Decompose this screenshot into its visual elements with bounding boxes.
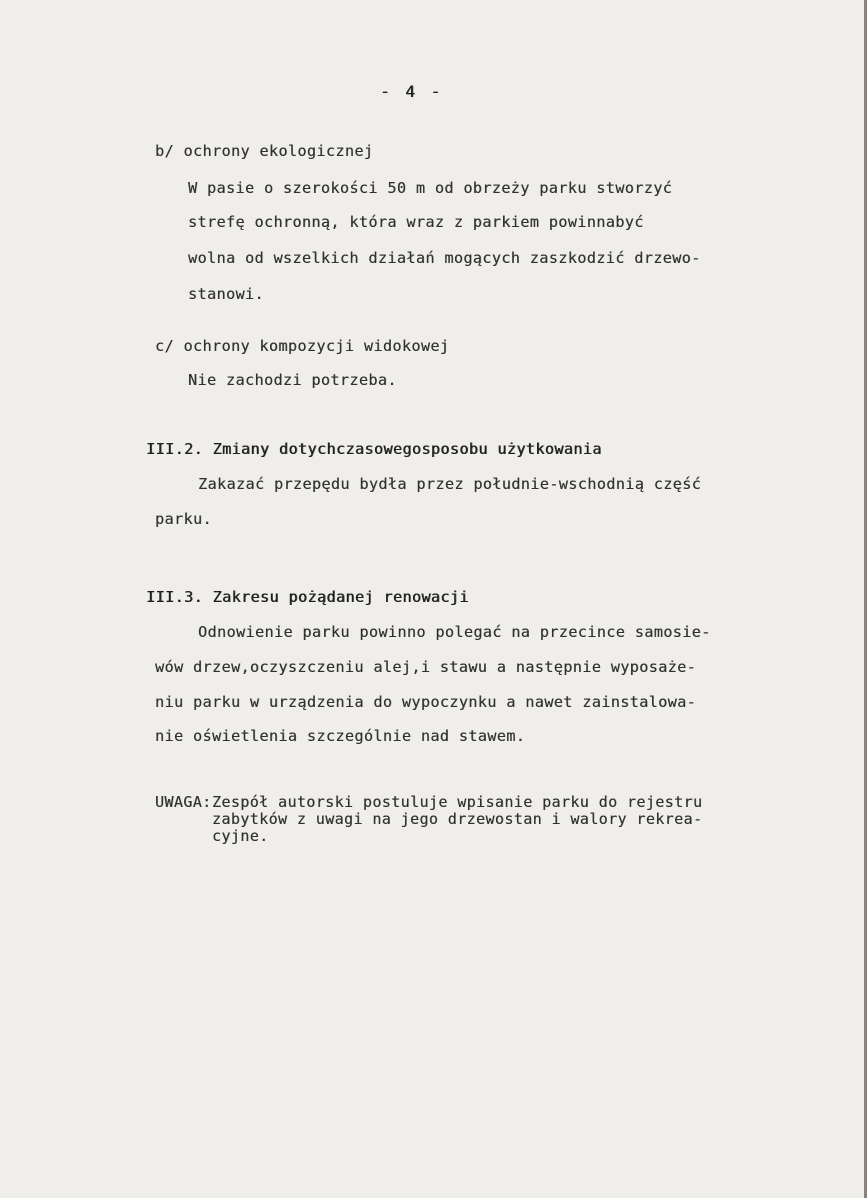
section-iii3-heading: III.3. Zakresu pożądanej renowacji (146, 588, 469, 606)
section-iii2-heading: III.2. Zmiany dotychczasowegosposobu użytkowania (146, 440, 602, 458)
section-b-line-3: wolna od wszelkich działań mogących zaszkodzić drzewo- (188, 249, 701, 267)
page-number: - 4 - (380, 82, 444, 101)
note-line-2: zabytków z uwagi na jego drzewostan i walory rekrea- (212, 810, 703, 828)
section-b-line-2: strefę ochronną, która wraz z parkiem powinnabyć (188, 213, 644, 231)
section-iii3-line-2: wów drzew,oczyszczeniu alej,i stawu a następnie wyposaże- (155, 658, 697, 676)
note-label: UWAGA: (155, 793, 212, 811)
section-iii3-line-1: Odnowienie parku powinno polegać na przecince samosie- (198, 623, 711, 641)
section-b-heading: b/ ochrony ekologicznej (155, 142, 374, 160)
note-line-3: cyjne. (212, 827, 269, 845)
section-iii3-line-3: niu parku w urządzenia do wypoczynku a nawet zainstalowa- (155, 693, 697, 711)
section-c-text: Nie zachodzi potrzeba. (188, 371, 397, 389)
section-b-line-4: stanowi. (188, 285, 264, 303)
section-b-line-1: W pasie o szerokości 50 m od obrzeży parku stworzyć (188, 179, 673, 197)
note-line-1: Zespół autorski postuluje wpisanie parku do rejestru (212, 793, 703, 811)
section-iii3-line-4: nie oświetlenia szczególnie nad stawem. (155, 727, 526, 745)
section-iii2-line-2: parku. (155, 510, 212, 528)
section-c-heading: c/ ochrony kompozycji widokowej (155, 337, 450, 355)
section-iii2-line-1: Zakazać przepędu bydła przez południe-wschodnią część (198, 475, 702, 493)
